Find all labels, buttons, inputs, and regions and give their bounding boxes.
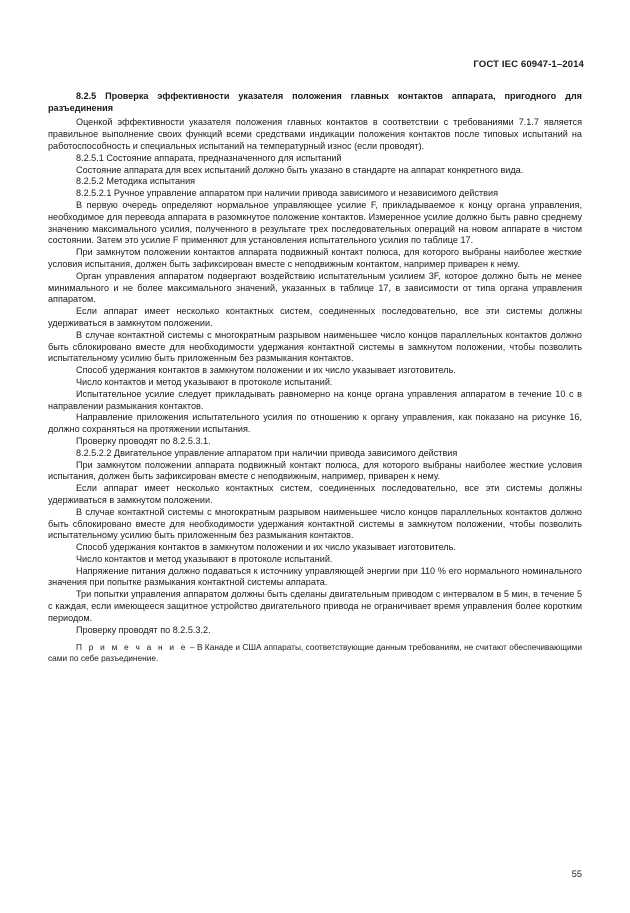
paragraph: Три попытки управления аппаратом должны быть сделаны двигательным приводом с интервалом в 5 мин, в течение 5 с каждая, если имеющееся защитное устройство двигательного привода не ограничивает время управления более коротким периодом.: [48, 589, 582, 623]
paragraph: При замкнутом положении аппарата подвижный контакт полюса, для которого выбраны наиболее жесткие условия испытания, должен быть зафиксирован вместе с неподвижным, например, приварен к нему.: [48, 459, 582, 482]
paragraph: В случае контактной системы с многократным разрывом наименьшее число концов параллельных контактов должно быть сблокировано вместе для необходимости удержания контактной системы в замкнутом положении, чтобы позволить испытательному усилию быть приложенным без размыкания контактов.: [48, 329, 582, 364]
note-label: П р и м е ч а н и е: [76, 642, 188, 653]
note: [48, 642, 582, 664]
page-number: 55: [571, 869, 582, 879]
paragraph: Число контактов и метод указывают в протоколе испытаний.: [76, 376, 333, 387]
document-code-header: ГОСТ IEC 60947-1–2014: [473, 59, 584, 70]
paragraph: При замкнутом положении контактов аппарата подвижный контакт полюса, для которого выбраны наиболее жесткие условия испытания, должен быть зафиксирован вместе с неподвижным контактом, например приварен к нему.: [48, 247, 582, 269]
paragraph: Способ удержания контактов в замкнутом положении и их число указывает изготовитель.: [76, 542, 456, 553]
paragraph: Испытательное усилие следует прикладывать равномерно на конце органа управления аппаратом в течение 10 с в направлении размыкания контактов.: [48, 388, 582, 411]
paragraph: Число контактов и метод указывают в протоколе испытаний.: [76, 553, 333, 564]
note-text: – В Канаде и США аппараты, соответствующие данным требованиям, не считают обеспечивающими сами по себе разъединение.: [48, 642, 582, 664]
paragraph: В первую очередь определяют нормальное управляющее усилие F, прикладываемое к концу органа управления, необходимое для перевода аппарата в разомкнутое положение контактов. Измеренное усилие должно быть равно среднему значению максимального усилия, полученного в результате трех последовательных операций на новом аппарате в чистом состоянии. Затем это усилие F применяют для установления испытательного усилия по таблице 17.: [48, 199, 582, 246]
section-heading: 8.2.5 Проверка эффективности указателя положения главных контактов аппарата, пригодного для разъединения: [48, 91, 582, 114]
paragraph: В случае контактной системы с многократным разрывом наименьшее число концов параллельных контактов должно быть сблокировано вместе для необходимости удержания контактной системы в замкнутом положении, чтобы позволить испытательному усилию быть приложенным без размыкания контактов.: [48, 506, 582, 541]
paragraph: Проверку проводят по 8.2.5.3.2.: [76, 624, 211, 635]
paragraph: Если аппарат имеет несколько контактных систем, соединенных последовательно, все эти системы должны удерживаться в замкнутом положении.: [48, 483, 582, 505]
subsection-heading: 8.2.5.2 Методика испытания: [76, 176, 196, 187]
paragraph: Напряжение питания должно подаваться к источнику управляющей энергии при 110 % его нормального номинального значения при попытке размыкания контактной системы аппарата.: [48, 565, 582, 588]
paragraph: Оценкой эффективности указателя положения главных контактов в соответствии с требованиями 7.1.7 является правильное выполнение своих функций всеми средствами индикации положения контактов после типовых испытаний на работоспособность и специальных испытаний на температурный износ (если проводят).: [48, 117, 582, 151]
page-body: [48, 90, 582, 664]
subsection-heading: 8.2.5.2.1 Ручное управление аппаратом при наличии привода зависимого и независимого действия: [76, 188, 499, 199]
subsection-heading: 8.2.5.2.2 Двигательное управление аппаратом при наличии привода зависимого действия: [76, 447, 458, 458]
paragraph: Направление приложения испытательного усилия по отношению к органу управления, как показано на рисунке 16, должно сохраняться на протяжении испытания.: [48, 412, 582, 435]
paragraph: Состояние аппарата для всех испытаний должно быть указано в стандарте на аппарат конкретного вида.: [76, 164, 524, 175]
paragraph: Способ удержания контактов в замкнутом положении и их число указывает изготовитель.: [76, 365, 456, 376]
paragraph: Если аппарат имеет несколько контактных систем, соединенных последовательно, все эти системы должны удерживаться в замкнутом положении.: [48, 306, 582, 328]
paragraph: Проверку проводят по 8.2.5.3.1.: [76, 435, 211, 446]
paragraph: Орган управления аппаратом подвергают воздействию испытательным усилием 3F, которое должно быть не менее минимального и не более максимального значений, указанных в таблице 17, в зависимости от типа органа управления аппаратом.: [48, 270, 582, 305]
subsection-heading: 8.2.5.1 Состояние аппарата, предназначенного для испытаний: [76, 152, 342, 163]
